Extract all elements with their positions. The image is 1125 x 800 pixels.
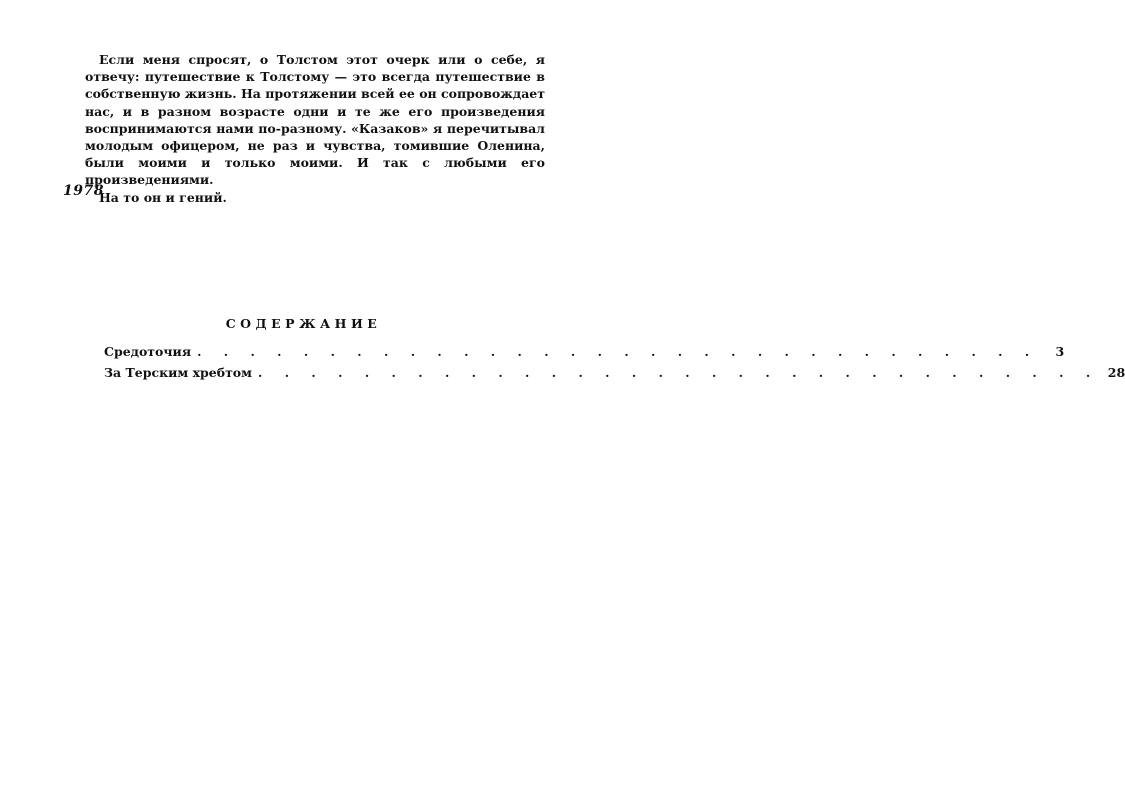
paragraph-main: Если меня спросят, о Толстом этот очерк или о себе, я отвечу: путешествие к Толстому — это всегда путешествие в собственную жизнь. На протяжении всей ее он сопровождает нас, и в разном возрасте одни и те же его произведения воспринимаются нами по-разному. «Казаков» я перечитывал молодым офицером, не раз и чувства, томившие Оленина, были моими и только моими. И так с любыми его произведениями.	[85, 52, 545, 188]
toc-leader-dots: . . . . . . . . . . . . . . . . . . . . . . . . . . . . . . . .	[258, 365, 1100, 380]
toc-entry-label: За Терским хребтом	[104, 365, 253, 380]
paragraph-final: На то он и гений.	[99, 189, 227, 205]
toc-entry	[104, 344, 1065, 365]
table-of-contents	[104, 344, 1125, 386]
toc-entry	[104, 365, 1125, 386]
toc-leader-dots: . . . . . . . . . . . . . . . . . . . . . . . . . . . . . . . .	[197, 344, 1039, 359]
toc-entry-page: 28	[1107, 365, 1125, 380]
date: 1978	[63, 183, 104, 199]
toc-entry-page: 3	[1055, 344, 1065, 359]
toc-entry-label: Средоточия	[104, 344, 192, 359]
toc-title: СОДЕРЖАНИЕ	[225, 316, 382, 331]
closing-text	[85, 51, 545, 206]
